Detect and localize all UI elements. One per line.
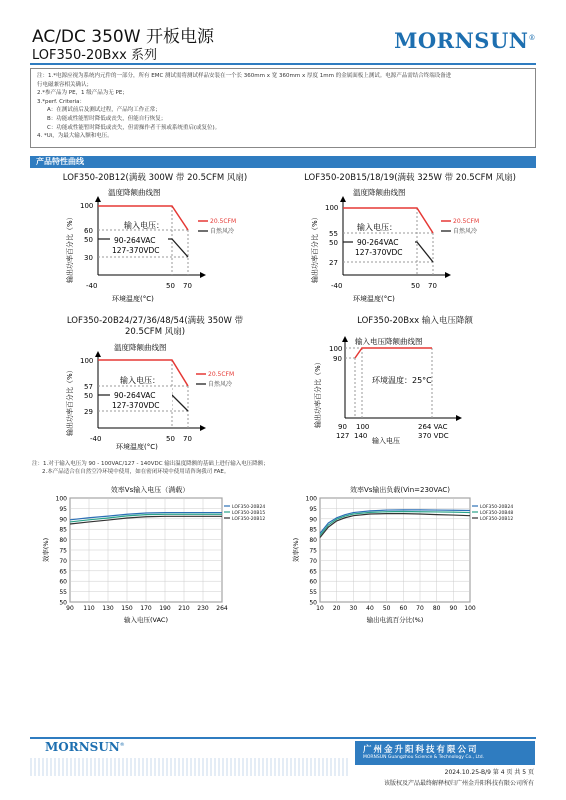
input-range-ac: 90-264VAC — [357, 238, 399, 247]
y-tick-label: 50 — [309, 599, 317, 607]
input-range-dc: 127-370VDC — [112, 246, 160, 255]
x-tick: 90 — [338, 423, 347, 431]
company-name-en: MORNSUN Guangzhou Science & Technology Co., Ltd. — [363, 755, 485, 760]
derating-notes — [32, 460, 269, 476]
y-tick-label: 70 — [59, 557, 67, 565]
legend-label: LOF350-20B12 — [232, 517, 266, 522]
x-tick-label: 130 — [102, 605, 114, 612]
note-line: 注：1.对于输入电压为 90 - 100VAC/127 - 140VDC 输出温度降额的基础上进行输入电压降额； — [32, 461, 269, 467]
y-tick: 30 — [84, 254, 93, 262]
x-tick-label: 90 — [449, 605, 458, 612]
derating-chart-3-title: LOF350-20B24/27/36/48/54(满载 350W 带 — [66, 316, 244, 326]
x-tick: 70 — [183, 282, 192, 290]
note-line: 行电磁兼容相关确认； — [37, 81, 93, 88]
y-tick: 29 — [84, 408, 93, 416]
y-tick-label: 95 — [59, 505, 67, 513]
y-axis-label: 输出功率百分比（%） — [66, 213, 74, 283]
y-axis-label: 输出功率百分比（%） — [311, 213, 319, 283]
note-line: 4. *Ui，为最大输入额和电压。 — [37, 133, 113, 140]
x-tick-label: 190 — [159, 605, 171, 612]
input-voltage-label: 输入电压： — [120, 376, 160, 385]
input-range-dc: 127-370VDC — [355, 248, 403, 257]
y-tick: 50 — [84, 236, 93, 244]
input-derating-curve — [355, 348, 432, 358]
header-divider — [30, 63, 536, 65]
derating-chart-2 — [305, 183, 535, 308]
legend-label: LOF350-20B24 — [480, 505, 514, 510]
x-tick-label: 100 — [464, 605, 476, 612]
input-voltage-label: 输入电压： — [124, 221, 164, 230]
efficiency-vs-load-title: 效率Vs输出负载(Vin=230VAC) — [349, 486, 451, 494]
x-tick: 370 VDC — [418, 432, 449, 440]
x-tick: 127 — [336, 432, 350, 440]
copyright: 该版权及产品最终解释权归广州金升阳科技有限公司所有 — [383, 780, 534, 787]
y-tick-label: 85 — [309, 526, 317, 534]
y-tick-label: 85 — [59, 526, 67, 534]
y-tick: 100 — [325, 204, 339, 212]
y-tick: 100 — [329, 345, 343, 353]
x-tick: 140 — [354, 432, 368, 440]
efficiency-vs-input-chart — [30, 492, 280, 634]
x-tick-label: 20 — [332, 605, 341, 612]
input-range-ac: 90-264VAC — [114, 236, 156, 245]
x-tick-label: 90 — [66, 605, 74, 612]
derating-chart-2-title: LOF350-20B15/18/19(满载 325W 带 20.5CFM 风扇) — [304, 173, 516, 183]
legend-label: LOF350-20B48 — [480, 511, 514, 516]
x-tick-label: 230 — [197, 605, 209, 612]
x-axis-label: 环境温度(°C) — [112, 295, 154, 303]
y-tick: 27 — [329, 259, 338, 267]
input-voltage-label: 输入电压： — [357, 223, 397, 232]
chart-inner-title: 温度降额曲线图 — [114, 343, 167, 352]
y-tick-label: 100 — [55, 495, 67, 503]
footer-logo: MORNSUN® — [45, 740, 125, 754]
x-tick: -40 — [331, 282, 343, 290]
date-page: 2024.10.25-B/9 第 4 页 共 5 页 — [444, 769, 534, 776]
efficiency-vs-input-title: 效率Vs输入电压（满载） — [110, 486, 190, 494]
y-axis-label: 效率(%) — [292, 537, 300, 563]
legend-label: LOF350-20B24 — [232, 505, 266, 510]
x-tick: 50 — [411, 282, 420, 290]
x-axis-label: 输入电压 — [372, 437, 400, 445]
x-tick-label: 10 — [316, 605, 324, 612]
note-line: A：在测试前后及测试过程，产品均工作正常； — [47, 107, 161, 114]
x-tick: 50 — [166, 435, 175, 443]
x-axis-label: 输入电压(VAC) — [124, 616, 168, 624]
y-tick-label: 80 — [309, 537, 317, 545]
derating-chart-1 — [60, 183, 290, 308]
y-tick-label: 100 — [305, 495, 317, 503]
x-tick-label: 150 — [121, 605, 133, 612]
y-tick-label: 90 — [309, 516, 317, 524]
y-tick: 60 — [84, 227, 93, 235]
legend-fan: 20.5CFM — [208, 371, 235, 378]
y-tick-label: 65 — [309, 568, 317, 576]
notes-box — [30, 68, 536, 148]
company-bar — [355, 741, 535, 765]
y-axis-label: 效率(%) — [42, 537, 50, 563]
x-tick-label: 60 — [399, 605, 408, 612]
x-tick: 50 — [166, 282, 175, 290]
note-line: 2.*参产品为 PE，1 级产品为无 PE； — [37, 90, 128, 97]
derating-chart-3 — [60, 338, 290, 450]
input-range-ac: 90-264VAC — [114, 391, 156, 400]
legend-fan: 20.5CFM — [210, 218, 237, 225]
x-tick-label: 110 — [83, 605, 95, 612]
y-tick-label: 95 — [309, 505, 317, 513]
x-tick: -40 — [90, 435, 102, 443]
y-tick-label: 50 — [59, 599, 67, 607]
note-line: C：功能或性能暂时降低或丧失，但需操作者干预或系统重启(或复位)。 — [47, 124, 221, 131]
y-tick-label: 70 — [309, 557, 317, 565]
note-line: 3.*perf. Criteria： — [37, 98, 85, 105]
legend-label: LOF350-20B12 — [480, 517, 514, 522]
y-tick-label: 65 — [59, 568, 67, 576]
derating-chart-4 — [300, 328, 540, 450]
legend-fan: 20.5CFM — [453, 218, 480, 225]
y-tick: 55 — [329, 230, 338, 238]
note-line: 注：1.*电源应视为系统内元件的一部分，所有 EMC 测试需将测试样品安装在一个长 360mm x 宽 360mm x 厚度 1mm 的金属面板上测试。电源产品需结合终端设备进 — [37, 73, 452, 79]
mornsun-logo: MORNSUN® — [394, 28, 536, 53]
section-header: 产品特性曲线 — [30, 156, 536, 168]
y-tick-label: 55 — [309, 589, 317, 597]
series-subtitle: LOF350-20Bxx 系列 — [32, 48, 157, 63]
x-tick: 70 — [428, 282, 437, 290]
y-tick-label: 60 — [59, 578, 67, 586]
note-line: 2.本产品适合在自然空冷环境中使用，如在密闭环境中使用请咨询我司 FAE。 — [42, 469, 230, 475]
chart-inner-title: 温度降额曲线图 — [108, 188, 161, 197]
x-tick: -40 — [86, 282, 98, 290]
x-tick-label: 70 — [416, 605, 424, 612]
x-tick-label: 170 — [140, 605, 152, 612]
legend-natural: 自然风冷 — [208, 381, 233, 388]
chart-inner-title: 温度降额曲线图 — [353, 188, 406, 197]
derating-chart-1-title: LOF350-20B12(满载 300W 带 20.5CFM 风扇) — [62, 173, 248, 183]
x-tick-label: 264 — [216, 605, 228, 612]
footer-divider — [30, 737, 536, 739]
footer-decoration — [30, 758, 350, 776]
x-tick-label: 40 — [366, 605, 374, 612]
x-axis-label: 输出电流百分比(%) — [366, 616, 424, 624]
efficiency-vs-load-chart — [280, 492, 540, 634]
y-tick: 50 — [329, 239, 338, 247]
y-tick: 57 — [84, 383, 93, 391]
x-tick-label: 210 — [178, 605, 190, 612]
derating-chart-3-title-line2: 20.5CFM 风扇) — [124, 327, 186, 337]
y-tick: 100 — [80, 357, 94, 365]
y-tick-label: 75 — [309, 547, 317, 555]
y-tick-label: 80 — [59, 537, 67, 545]
y-axis-label: 输出功率百分比（%） — [66, 366, 74, 436]
x-tick: 70 — [183, 435, 192, 443]
x-tick: 264 VAC — [418, 423, 448, 431]
x-axis-label: 环境温度(°C) — [116, 443, 158, 450]
ambient-temp-label: 环境温度：25°C — [372, 376, 432, 385]
x-tick: 100 — [356, 423, 370, 431]
x-tick-label: 30 — [349, 605, 358, 612]
y-tick-label: 60 — [309, 578, 317, 586]
legend-label: LOF350-20B15 — [232, 511, 266, 516]
company-name-cn: 广州金升阳科技有限公司 — [363, 745, 479, 755]
y-tick-label: 90 — [59, 516, 67, 524]
y-tick-label: 75 — [59, 547, 67, 555]
note-line: B：功能或性能暂时降低或丧失，但能自行恢复； — [47, 115, 167, 122]
chart-inner-title: 输入电压降额曲线图 — [355, 337, 423, 346]
input-range-dc: 127-370VDC — [112, 401, 160, 410]
legend-natural: 自然风冷 — [210, 228, 235, 235]
derating-chart-4-title: LOF350-20Bxx 输入电压降额 — [357, 316, 473, 326]
y-axis-label: 输出功率百分比（%） — [314, 358, 322, 428]
y-tick: 100 — [80, 202, 94, 210]
page-title: AC/DC 350W 开板电源 — [32, 27, 214, 47]
x-tick-label: 50 — [382, 605, 391, 612]
legend-natural: 自然风冷 — [453, 228, 478, 235]
y-tick-label: 55 — [59, 589, 67, 597]
x-tick-label: 80 — [432, 605, 441, 612]
y-tick: 50 — [84, 392, 93, 400]
x-axis-label: 环境温度(°C) — [353, 295, 395, 303]
y-tick: 90 — [333, 355, 342, 363]
